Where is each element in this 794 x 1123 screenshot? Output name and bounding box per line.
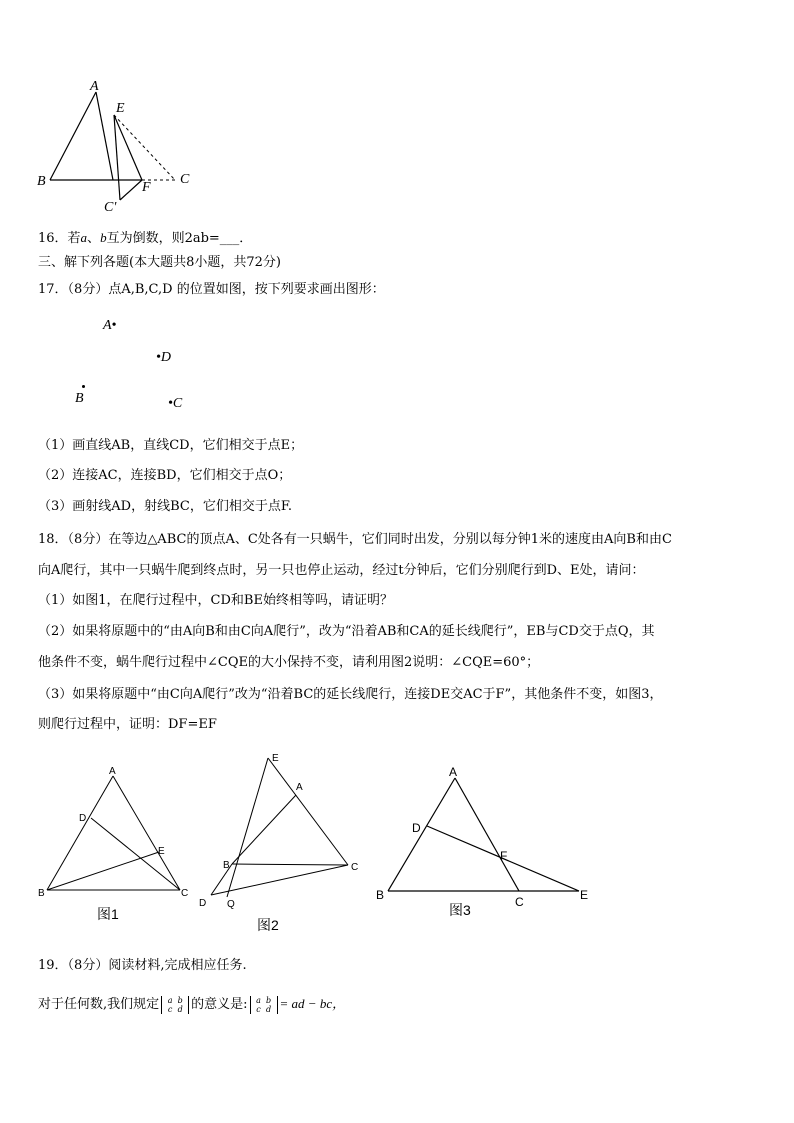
figure-2 [195,750,370,940]
f3-caption: 图3 [449,902,471,918]
q16-a: a [80,230,88,245]
question-16 [38,229,252,248]
f2-label-E: E [272,753,279,764]
q18-part3b: 则爬行过程中，证明：DF=EF [38,717,217,732]
f2-label-B: B [223,860,230,871]
point-B-dot [82,385,85,388]
f2-caption: 图2 [257,917,279,933]
label-B: B [37,174,46,189]
f3-label-C: C [515,895,524,909]
f2-label-Q: Q [227,899,235,910]
f2-label-A: A [296,782,303,793]
det2-a: a [256,995,261,1005]
section-3-heading: 三、解下列各题(本大题共8小题，共72分) [38,255,281,270]
q16-text-after: 互为倒数，则2ab=___． [106,231,253,246]
q19-def-before: 对于任何数,我们规定 [38,997,160,1012]
f1-label-E: E [158,846,165,857]
figure-triangle-fold [30,75,210,225]
q19-definition [38,990,345,1019]
q19-def-after: = ad − bc， [279,996,346,1011]
q17-part3: （3）画射线AD，射线BC，它们相交于点F. [38,499,292,514]
f3-label-E: E [580,888,589,902]
f3-label-F: F [500,849,508,863]
point-A: A• [103,318,117,333]
f1-label-D: D [79,813,87,824]
q16-sep: 、 [87,231,101,246]
point-B: B [75,391,84,406]
det1-d: d [177,1004,183,1014]
f3-label-D: D [412,821,421,835]
figure-1 [35,760,195,940]
q19-def-mid: 的意义是: [191,997,248,1012]
q18-part3a: （3）如果将原题中“由C向A爬行”改为“沿着BC的延长线爬行，连接DE交AC于F”，其他条件不变，如图3， [38,687,663,702]
q16-text: 16．若 [38,231,81,246]
f3-label-A: A [449,765,458,779]
det2-b: b [265,995,272,1005]
q19-title: 19．（8分）阅读材料,完成相应任务. [38,958,247,973]
question-17-title: 17．（8分）点A,B,C,D 的位置如图，按下列要求画出图形： [38,282,385,297]
q17-part2: （2）连接AC，连接BD，它们相交于点O； [38,468,292,483]
determinant-2 [250,996,278,1014]
f2-label-D: D [199,898,207,909]
point-C: •C [168,396,183,411]
label-F: F [142,180,151,195]
q18-part1: （1）如图1，在爬行过程中，CD和BE始终相等吗，请证明？ [38,593,393,608]
q16-b: b [100,230,107,245]
f1-caption: 图1 [97,906,119,922]
det1-b: b [177,995,183,1005]
q17-part1: （1）画直线AB，直线CD，它们相交于点E； [38,438,304,453]
q18-part2a: （2）如果将原题中的“由A向B和由C向A爬行”，改为“沿着AB和CA的延长线爬行”，EB与CD交于点Q，其 [38,624,655,639]
f3-label-B: B [376,888,385,902]
label-C: C [180,172,190,187]
point-D: •D [156,350,172,365]
f1-label-A: A [109,766,116,777]
f2-label-C: C [351,862,359,873]
label-Cprime: C' [104,200,117,215]
label-A: A [90,79,99,94]
q18-line2: 向A爬行，其中一只蜗牛爬到终点时，另一只也停止运动，经过t分钟后，它们分别爬行到D、E处，请问： [38,563,645,578]
q18-line1: 18．（8分）在等边△ABC的顶点A、C处各有一只蜗牛，它们同时出发，分别以每分钟1米的速度由A向B和由C [38,532,672,547]
q18-part2b: 他条件不变，蜗牛爬行过程中∠CQE的大小保持不变，请利用图2说明：∠CQE=60°； [38,655,540,670]
f1-label-C: C [181,888,189,899]
det1-a: a [167,995,173,1005]
det2-c: c [256,1004,261,1014]
label-E: E [116,101,125,116]
f1-label-B: B [38,888,45,899]
determinant-1 [161,996,189,1014]
det2-d: d [265,1004,272,1014]
det1-c: c [167,1004,173,1014]
figure-3 [370,760,600,930]
